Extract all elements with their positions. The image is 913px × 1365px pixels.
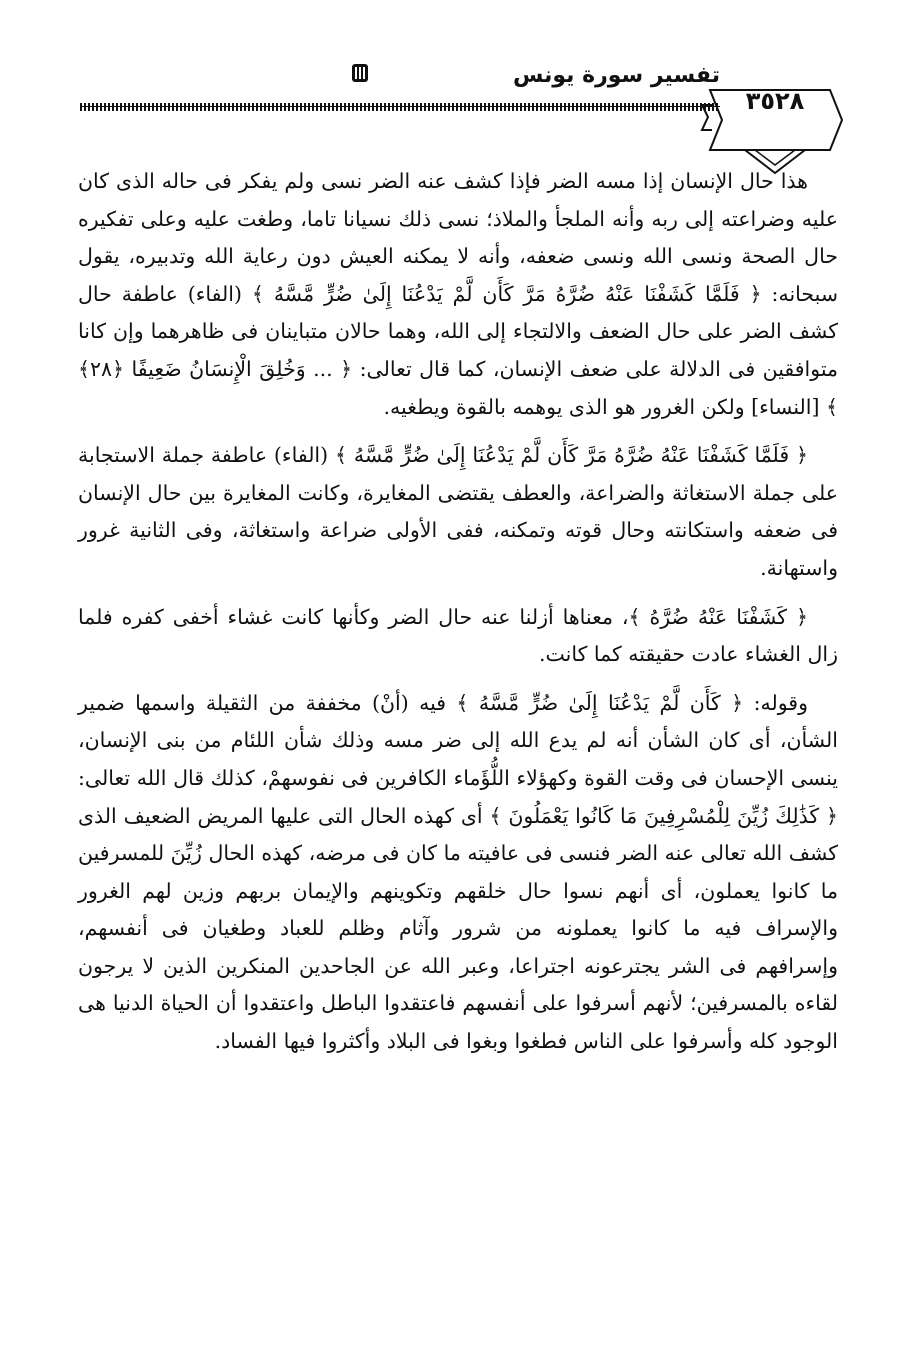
body-text [78,163,838,1072]
paragraph: هذا حال الإنسان إذا مسه الضر فإذا كشف عنه الضر نسى ولم يفكر فى حاله الذى كان عليه وضراعته إلى ربه وأنه الملجأ والملاذ؛ نسى ذلك نسيانا تاما، وطغت عليه وعلى تفكيره حال الصحة ونسى الله ونسى ضعفه، وأنه لا يمكنه العيش دون رعاية الله وتدبيره، يقول سبحانه: ﴿ فَلَمَّا كَشَفْنَا عَنْهُ ضُرَّهُ مَرَّ كَأَن لَّمْ يَدْعُنَا إِلَىٰ ضُرٍّ مَّسَّهُ ﴾ (الفاء) عاطفة حال كشف الضر على حال الضعف والالتجاء إلى الله، وهما حالان متباينان فى ظاهرهما وإن كانا متوافقين فى الدلالة على ضعف الإنسان، كما قال تعالى: ﴿ ... وَخُلِقَ الْإِنسَانُ ضَعِيفًا ﴿٢٨﴾ ﴾ [النساء] ولكن الغرور هو الذى يوهمه بالقوة ويطغيه. [78,169,838,419]
page-header [70,55,860,165]
page-number: ٣٥٢٨ [745,87,805,115]
paragraph: ﴿ فَلَمَّا كَشَفْنَا عَنْهُ ضُرَّهُ مَرَّ كَأَن لَّمْ يَدْعُنَا إِلَىٰ ضُرٍّ مَّسَّهُ ﴾ (الفاء) عاطفة جملة الاستجابة على جملة الاستغاثة والضراعة، والعطف يقتضى المغايرة، وكانت المغايرة بين حال الإنسان فى ضعفه واستكانته وحال قوته وتمكنه، ففى الأولى ضراعة واستغاثة، وفى الثانية غرور واستهانة. [78,443,838,580]
header-rule [80,103,720,111]
page-number-frame [700,75,850,175]
ornament-icon [348,61,372,85]
paragraph: وقوله: ﴿ كَأَن لَّمْ يَدْعُنَا إِلَىٰ ضُرٍّ مَّسَّهُ ﴾ فيه (أنْ) مخففة من الثقيلة واسمها ضمير الشأن، أى كان الشأن أنه لم يدع الله إلى ضر مسه وذلك شأن اللئام من بنى الإنسان، ينسى الإحسان فى وقت القوة وكهؤلاء اللُّؤَماء الكافرين فى نفوسهمْ، كذلك قال الله تعالى: ﴿ كَذَٰلِكَ زُيِّنَ لِلْمُسْرِفِينَ مَا كَانُوا يَعْمَلُونَ ﴾ أى كهذه الحال التى عليها المريض الضعيف الذى كشف الله تعالى عنه الضر فنسى فى عافيته ما كان فى مرضه، كهذه الحال زُيِّنَ للمسرفين ما كانوا يعملون، أى أنهم نسوا حال خلقهم وتكوينهم والإيمان بربهم وزين لهم الغرور والإسراف فيه ما كانوا يعملونه من شرور وآثام وظلم للعباد وطغيان فى أنفسهم، وإسرافهم فى الشر يجترعونه اجتراعا، وعبر الله عن الجاحدين المنكرين الذين لا يرجون لقاءه بالمسرفين؛ لأنهم أسرفوا على أنفسهم فاعتقدوا الباطل واعتقدوا أن الحياة الدنيا هى الوجود كله وأسرفوا على الناس فطغوا وبغوا فى البلاد وأكثروا فيها الفساد. [78,690,838,1054]
paragraph: ﴿ كَشَفْنَا عَنْهُ ضُرَّهُ ﴾، معناها أزلنا عنه حال الضر وكأنها كانت غشاء أخفى كفره فلما زال الغشاء عادت حقيقته كما كانت. [78,604,838,667]
running-title: تفسير سورة يونس [513,63,720,88]
